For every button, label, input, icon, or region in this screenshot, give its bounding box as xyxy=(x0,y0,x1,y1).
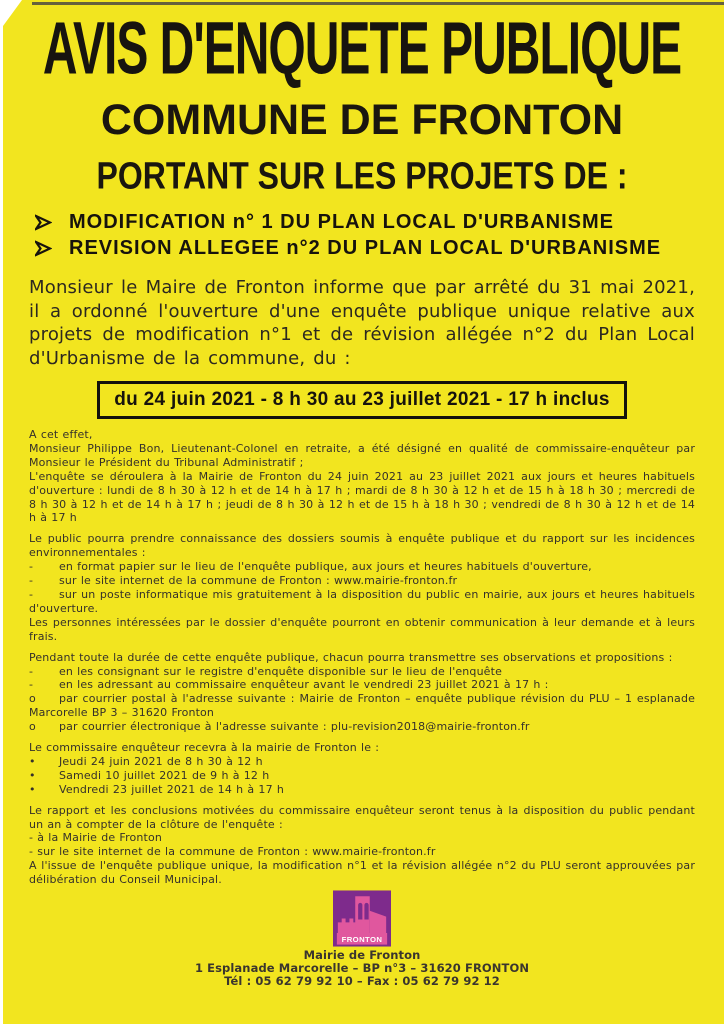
schedule-paragraph: L'enquête se déroulera à la Mairie de Fronton du 24 juin 2021 au 23 juillet 2021 aux jours et heures habituels d'ouverture : lundi de 8 h 30 à 12 h et de 14 h à 17 h ; mardi de 8 h 30 à 12 h et de 15 h à 18 h 30 ; mercredi de 8 h 30 à 12 h et de 14 h à 17 h ; jeudi de 8 h 30 à 12 h et de 15 h à 18 h 30 ; vendredi de 8 h 30 à 12 h et de 14 h à 17 h xyxy=(29,469,695,525)
list-item xyxy=(35,235,695,261)
effect-line: A cet effet, xyxy=(29,428,93,441)
inquiry-dates-box: du 24 juin 2021 - 8 h 30 au 23 juillet 2021 - 17 h inclus xyxy=(97,381,626,419)
dash-marker: - xyxy=(29,574,34,588)
list-item xyxy=(29,769,695,783)
fronton-logo xyxy=(333,890,391,947)
dash-marker: - xyxy=(29,664,34,678)
list-item-text: par courrier électronique à l'adresse suivante : plu-revision2018@mairie-fronton.fr xyxy=(59,720,530,734)
consultation-intro: Le public pourra prendre connaissance des dossiers soumis à enquête publique et du rapport sur les incidences environnementales : xyxy=(29,532,695,560)
list-item xyxy=(35,209,695,235)
project-list xyxy=(35,209,695,261)
list-item xyxy=(29,588,695,616)
arrow-bullet-icon xyxy=(35,240,69,257)
list-item-text: par courrier postal à l'adresse suivante : Mairie de Fronton – enquête publique révision du PLU – 1 esplanade Marcorelle BP 3 – 31620 Fronton xyxy=(29,692,695,720)
list-item xyxy=(29,665,695,679)
footer xyxy=(29,890,695,988)
copies-paragraph: Les personnes intéressées par le dossier d'enquête pourront en obtenir communication à leur demande et à leurs frais. xyxy=(29,615,695,643)
page-title-text: AVIS D'ENQUETE PUBLIQUE xyxy=(42,8,682,91)
list-item-text: en les consignant sur le registre d'enquête disponible sur le lieu de l'enquête xyxy=(59,664,502,678)
observations-intro: Pendant toute la durée de cette enquête publique, chacun pourra transmettre ses observations et propositions : xyxy=(29,650,673,664)
notice-body xyxy=(29,428,695,887)
consultation-section xyxy=(29,532,695,615)
tagline-text: PORTANT SUR LES PROJETS DE : xyxy=(96,153,628,197)
list-item xyxy=(29,560,695,574)
bullet-marker: • xyxy=(29,782,36,796)
logo-label: FRONTON xyxy=(341,935,383,945)
project-label: MODIFICATION n° 1 DU PLAN LOCAL D'URBANISME xyxy=(69,210,615,233)
list-item-text: sur le site internet de la commune de Fronton : www.mairie-fronton.fr xyxy=(59,574,458,588)
dash-marker: - xyxy=(29,587,34,601)
bullet-marker: • xyxy=(29,754,36,768)
list-item xyxy=(29,678,695,692)
page-title xyxy=(29,8,695,91)
list-item xyxy=(29,783,695,797)
bullet-marker: • xyxy=(29,768,36,782)
list-item-text: en format papier sur le lieu de l'enquête publique, aux jours et heures habituels d'ouverture, xyxy=(59,560,592,574)
list-item xyxy=(29,692,695,720)
list-item-text: Samedi 10 juillet 2021 de 9 h à 12 h xyxy=(59,768,270,782)
tagline xyxy=(29,155,695,195)
footer-address: 1 Esplanade Marcorelle – BP n°3 – 31620 FRONTON xyxy=(194,961,530,976)
lead-paragraph: Monsieur le Maire de Fronton informe que par arrêté du 31 mai 2021, il a ordonné l'ouverture d'une enquête publique unique relative aux projets de modification n°1 et de révision allégée n°2 du Plan Local d'Urbanisme de la commune, du : xyxy=(29,277,695,369)
commune-subtitle: COMMUNE DE FRONTON xyxy=(100,96,624,144)
list-item-text: sur un poste informatique mis gratuitement à la disposition du public en mairie, aux jours et heures habituels d'ouverture. xyxy=(29,587,695,615)
footer-org: Mairie de Fronton xyxy=(303,948,421,963)
dash-marker: - xyxy=(29,560,34,574)
project-label: REVISION ALLEGEE n°2 DU PLAN LOCAL D'URBANISME xyxy=(69,236,662,259)
commissioner-paragraph: Monsieur Philippe Bon, Lieutenant-Colonel en retraite, a été désigné en qualité de commissaire-enquêteur par Monsieur le Président du Tribunal Administratif ; xyxy=(29,441,695,469)
report-intro: Le rapport et les conclusions motivées du commissaire enquêteur seront tenus à la disposition du public pendant un an à compter de la clôture de l'enquête : xyxy=(29,803,695,831)
list-item xyxy=(29,720,695,734)
dash-marker: - xyxy=(29,678,34,692)
reception-section xyxy=(29,741,695,797)
footer-phone: Tél : 05 62 79 92 10 – Fax : 05 62 79 92 12 xyxy=(224,974,500,989)
o-marker: o xyxy=(29,692,36,706)
arrow-bullet-icon xyxy=(35,214,69,231)
list-item: - sur le site internet de la commune de Fronton : www.mairie-fronton.fr xyxy=(29,845,436,859)
observations-section xyxy=(29,651,695,734)
list-item-text: Vendredi 23 juillet 2021 de 14 h à 17 h xyxy=(59,782,284,796)
report-section xyxy=(29,804,695,860)
list-item xyxy=(29,574,695,588)
list-item-text: en les adressant au commissaire enquêteur avant le vendredi 23 juillet 2021 à 17 h : xyxy=(59,678,549,692)
list-item xyxy=(29,755,695,769)
o-marker: o xyxy=(29,720,36,734)
list-item: - à la Mairie de Fronton xyxy=(29,831,162,845)
list-item-text: Jeudi 24 juin 2021 de 8 h 30 à 12 h xyxy=(59,754,263,768)
reception-intro: Le commissaire enquêteur recevra à la mairie de Fronton le : xyxy=(29,741,380,755)
conclusion-paragraph: A l'issue de l'enquête publique unique, la modification n°1 et la révision allégée n°2 du PLU seront approuvées par délibération du Conseil Municipal. xyxy=(29,859,695,887)
